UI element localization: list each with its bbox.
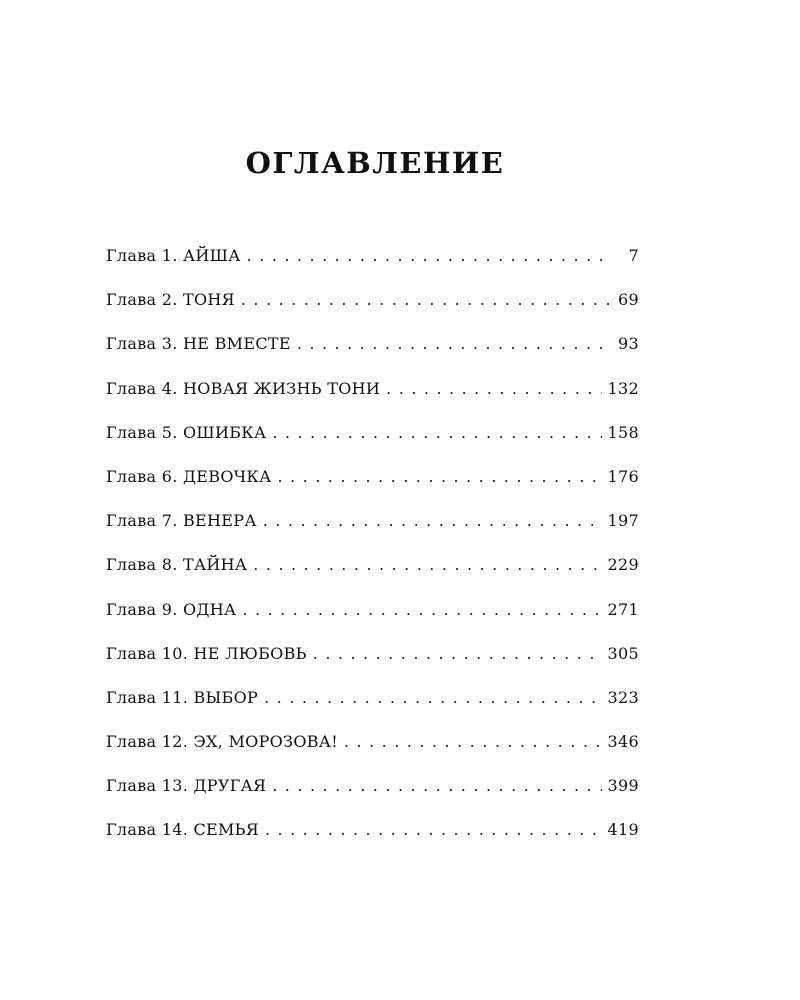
toc-list	[106, 246, 639, 865]
toc-entry-page: 323	[607, 687, 639, 707]
toc-dot-leader	[313, 644, 602, 663]
toc-dot-leader	[247, 246, 609, 265]
toc-entry-label: Глава 12. ЭХ, МОРОЗОВА!	[106, 732, 338, 752]
toc-entry-page: 7	[628, 246, 639, 265]
toc-dot-leader	[272, 776, 601, 795]
toc-entry-label: Глава 8. ТАЙНА	[106, 555, 248, 575]
toc-entry	[106, 600, 639, 644]
toc-entry-page: 346	[607, 732, 639, 752]
toc-entry-label: Глава 10. НЕ ЛЮБОВЬ	[106, 643, 307, 663]
toc-entry	[106, 820, 639, 864]
toc-entry	[106, 644, 639, 688]
toc-entry-label: Глава 13. ДРУГАЯ	[106, 776, 267, 796]
toc-entry	[106, 555, 639, 599]
toc-dot-leader	[344, 732, 602, 751]
toc-entry	[106, 511, 639, 555]
toc-dot-leader	[264, 688, 601, 707]
toc-entry-page: 69	[618, 290, 639, 310]
toc-dot-leader	[278, 467, 602, 486]
toc-dot-leader	[241, 290, 609, 309]
toc-entry-page: 93	[618, 334, 639, 354]
toc-entry	[106, 467, 639, 511]
toc-entry-label: Глава 9. ОДНА	[106, 599, 237, 619]
toc-entry	[106, 379, 639, 423]
toc-entry-page: 229	[607, 555, 639, 575]
toc-entry	[106, 290, 639, 334]
toc-entry-page: 419	[607, 820, 639, 840]
toc-dot-leader	[272, 423, 601, 442]
toc-entry	[106, 688, 639, 732]
toc-entry-label: Глава 4. НОВАЯ ЖИЗНЬ ТОНИ	[106, 378, 381, 398]
toc-dot-leader	[297, 334, 609, 353]
toc-entry	[106, 423, 639, 467]
toc-entry-page: 197	[607, 511, 639, 531]
toc-entry-page: 399	[607, 776, 639, 796]
toc-entry-label: Глава 2. ТОНЯ	[106, 290, 235, 310]
toc-entry	[106, 246, 639, 290]
toc-entry-page: 271	[607, 599, 639, 619]
toc-entry-label: Глава 14. СЕМЬЯ	[106, 820, 259, 840]
toc-dot-leader	[265, 820, 602, 839]
toc-entry-page: 176	[607, 466, 639, 486]
toc-entry	[106, 334, 639, 378]
toc-dot-leader	[242, 600, 601, 619]
toc-entry-page: 305	[607, 643, 639, 663]
toc-dot-leader	[253, 555, 601, 574]
toc-entry-page: 158	[607, 422, 639, 442]
toc-entry-label: Глава 3. НЕ ВМЕСТЕ	[106, 334, 291, 354]
toc-entry	[106, 776, 639, 820]
toc-entry-label: Глава 7. ВЕНЕРА	[106, 511, 257, 531]
toc-entry-label: Глава 1. АЙША	[106, 246, 241, 265]
toc-title: ОГЛАВЛЕНИЕ	[245, 146, 505, 180]
toc-entry-page: 132	[607, 378, 639, 398]
toc-entry-label: Глава 11. ВЫБОР	[106, 687, 259, 707]
toc-dot-leader	[386, 379, 601, 398]
toc-entry-label: Глава 5. ОШИБКА	[106, 422, 267, 442]
toc-entry-label: Глава 6. ДЕВОЧКА	[106, 466, 272, 486]
toc-entry	[106, 732, 639, 776]
toc-dot-leader	[263, 511, 602, 530]
